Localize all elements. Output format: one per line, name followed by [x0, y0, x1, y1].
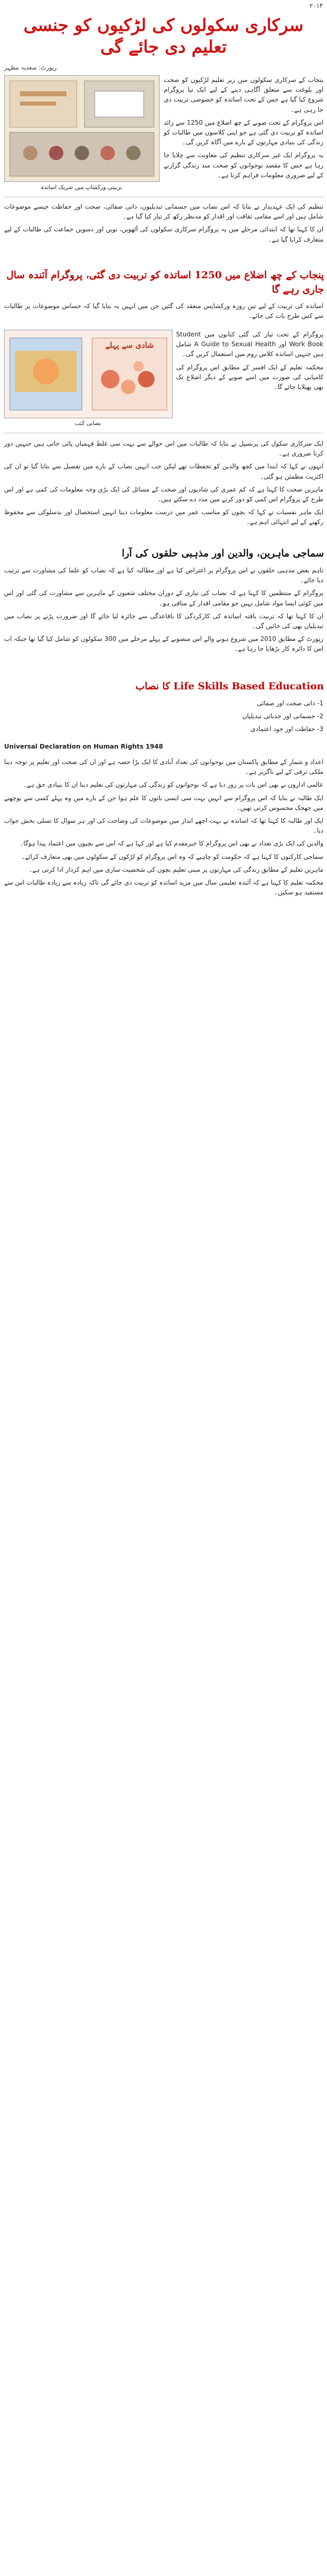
- headline: سرکاری سکولوں کی لڑکیوں کو جنسی تعلیم دی جائے گی: [23, 15, 304, 57]
- paragraph: سماجی کارکنوں کا کہنا ہے کہ حکومت کو چاہیے کہ وہ اس پروگرام کو لڑکوں کے سکولوں میں بھی متعارف کرائے۔: [21, 853, 323, 860]
- paragraph: ماہرین تعلیم کے مطابق زندگی کی مہارتوں پر مبنی تعلیم بچوں کی شخصیت سازی میں اہم کردار ادا کرتی ہے۔: [28, 866, 323, 873]
- column-body-4: [4, 566, 323, 657]
- subhead-1: پنجاب کے چھ اضلاع میں 1250 اساتذہ کو تربیت دی گئی، پروگرام آئندہ سال جاری رہے گا: [6, 269, 324, 295]
- paragraph: پروگرام کے تحت تیار کی گئی کتابوں میں Student Work Book اور A Guide to Sexual Health شامل ہیں جنہیں اساتذہ کلاس روم میں استعمال کریں گی۔: [176, 331, 323, 358]
- paragraph: ایک ماہر نفسیات نے کہا کہ بچوں کو مناسب عمر میں درست معلومات دینا انہیں استحصال اور بدسلوکی سے محفوظ رکھنے کے لیے انتہائی اہم ہے۔: [4, 509, 323, 526]
- column-body-5: [4, 757, 323, 901]
- paragraph: محکمہ تعلیم کے ایک افسر کے مطابق اس پروگرام کی کامیابی کی صورت میں اسے صوبے کے دیگر اضلاع تک بھی پھیلایا جائے گا۔: [176, 363, 323, 391]
- paragraph: اساتذہ کی تربیت کے لیے تین روزہ ورکشاپس منعقد کی گئیں جن میں انہیں یہ بتایا گیا کہ حساس موضوعات پر طالبات سے کس طرح بات کی جائے۔: [4, 302, 323, 320]
- paragraph: اس پروگرام کے تحت صوبے کے چھ اضلاع میں 1250 سے زائد اساتذہ کو تربیت دی گئی ہے جو اپنی کلاسوں میں طالبات کو زندگی کی بنیادی مہارتوں کے بارے میں آگاہ کریں گی۔: [164, 118, 323, 146]
- column-body-1: [4, 202, 323, 248]
- paragraph: ایک سرکاری سکول کی پرنسپل نے بتایا کہ طالبات میں اس حوالے سے بہت سی غلط فہمیاں پائی جاتی ہیں جنہیں دور کرنا ضروری ہے۔: [4, 440, 323, 457]
- paragraph: ایک طالبہ نے بتایا کہ اس پروگرام سے انہیں بہت سی ایسی باتوں کا علم ہوا جن کے بارے میں وہ پہلے کسی سے پوچھنے میں جھجک محسوس کرتی تھیں۔: [4, 794, 323, 811]
- paragraph: ماہرین صحت کا کہنا ہے کہ کم عمری کی شادیوں اور صحت کے مسائل کی ایک بڑی وجہ معلومات کی کمی ہے اور اس طرح کے پروگرام اس کمی کو دور کرنے میں مدد دے سکتے ہیں۔: [4, 485, 323, 503]
- photo2-caption: نصابی کتب: [74, 420, 101, 427]
- column-intro: [164, 75, 323, 183]
- book-badge: شادی سے پہلے: [105, 341, 154, 350]
- column-body-2: [4, 301, 323, 324]
- paragraph: رپورٹ کے مطابق 2010 میں شروع ہونے والے اس منصوبے کے پہلے مرحلے میں 300 سکولوں کو شامل کیا گیا تھا جبکہ اب اس کا دائرہ کار بڑھایا جا رہا ہے۔: [4, 635, 323, 653]
- paragraph: ان کا کہنا تھا کہ ابتدائی مرحلے میں یہ پروگرام سرکاری سکولوں کی آٹھویں، نویں اور دسویں جماعت کی طالبات کے لیے متعارف کرایا گیا ہے۔: [4, 226, 323, 243]
- paragraph: محکمہ تعلیم کا کہنا ہے کہ آئندہ تعلیمی سال میں مزید اساتذہ کو تربیت دی جائے گی تاکہ زیادہ سے زیادہ طالبات اس سے مستفید ہو سکیں۔: [4, 879, 323, 896]
- paragraph: ان کا کہنا تھا کہ تربیت یافتہ اساتذہ کی کارکردگی کا باقاعدگی سے جائزہ لیا جائے گا اور ضرورت پڑنے پر نصاب میں تبدیلیاں بھی کی جائیں گی۔: [4, 612, 323, 630]
- list-item: 2- جسمانی اور جذباتی تبدیلیاں: [242, 713, 323, 720]
- byline: رپورٹ: سعدیہ مظہر: [4, 64, 57, 71]
- list-item: 3- حفاظت اور خود اعتمادی: [250, 725, 323, 733]
- photo-workshop: [4, 75, 160, 182]
- paragraph: پنجاب کے سرکاری سکولوں میں زیر تعلیم لڑکیوں کو صحت اور بلوغت سے متعلق آگاہی دینے کے لیے ایک نیا پروگرام شروع کیا گیا ہے جس کے تحت اساتذہ کو خصوصی تربیت دی جا رہی ہے۔: [164, 76, 323, 113]
- paragraph: عالمی اداروں نے بھی اس بات پر زور دیا ہے کہ نوجوانوں کو زندگی کی مہارتوں کی تعلیم دینا ان کا بنیادی حق ہے۔: [23, 781, 323, 789]
- column-books-side: [176, 330, 323, 395]
- photo1-caption: تربیتی ورکشاپ میں شریک اساتذہ: [40, 184, 123, 191]
- subhead-2: سماجی ماہرین، والدین اور مذہبی حلقوں کی آرا: [122, 548, 324, 559]
- column-body-3: [4, 439, 323, 531]
- column-list: [4, 699, 323, 738]
- paragraph: تاہم بعض مذہبی حلقوں نے اس پروگرام پر اعتراض کیا ہے اور مطالبہ کیا ہے کہ نصاب کو علما کی مشاورت سے ترتیب دیا جائے۔: [4, 567, 323, 584]
- workshop-photo-icon: [5, 76, 159, 181]
- paragraph: تنظیم کی ایک عہدیدار نے بتایا کہ اس نصاب میں جسمانی تبدیلیوں، ذاتی صفائی، صحت اور حفاظت جیسے موضوعات شامل ہیں اور اسے مقامی ثقافت اور اقدار کو مدنظر رکھ کر تیار کیا گیا ہے۔: [4, 203, 323, 221]
- paragraph: ایک اور طالبہ کا کہنا تھا کہ اساتذہ نے بہت اچھے انداز میں موضوعات کی وضاحت کی اور ہر سوال کا تسلی بخش جواب دیا۔: [4, 817, 323, 835]
- paragraph: اعداد و شمار کے مطابق پاکستان میں نوجوانوں کی تعداد آبادی کا ایک بڑا حصہ ہے اور ان کی صحت اور تعلیم پر توجہ دینا ملکی ترقی کے لیے ناگزیر ہے۔: [4, 758, 323, 776]
- paragraph: انہوں نے کہا کہ ابتدا میں کچھ والدین کو تحفظات تھے لیکن جب انہیں نصاب کے بارے میں تفصیل سے بتایا گیا تو ان کی اکثریت مطمئن ہو گئی۔: [4, 463, 323, 480]
- issue-date: ۲۰۱۴: [309, 2, 323, 9]
- paragraph: یہ پروگرام ایک غیر سرکاری تنظیم کی معاونت سے چلایا جا رہا ہے جس کا مقصد نوجوانوں کو صحت مند زندگی گزارنے کے لیے ضروری معلومات فراہم کرنا ہے۔: [164, 151, 323, 179]
- paragraph: پروگرام کے منتظمین کا کہنا ہے کہ نصاب کی تیاری کے دوران مختلف شعبوں کے ماہرین سے مشاورت کی گئی اور اس میں کوئی ایسا مواد شامل نہیں جو مقامی اقدار کے منافی ہو۔: [4, 589, 323, 607]
- list-item: 1- ذاتی صحت اور صفائی: [256, 700, 323, 707]
- subhead-3: Life Skills Based Education کا نصاب: [135, 681, 324, 692]
- paragraph: والدین کی ایک بڑی تعداد نے بھی اس پروگرام کا خیرمقدم کیا ہے اور کہا ہے کہ اس سے بچیوں میں اعتماد پیدا ہوگا۔: [20, 840, 323, 848]
- photo-books: [4, 330, 173, 418]
- top-bar: [0, 2, 327, 13]
- english-reference: Universal Declaration on Human Rights 1948: [4, 743, 163, 750]
